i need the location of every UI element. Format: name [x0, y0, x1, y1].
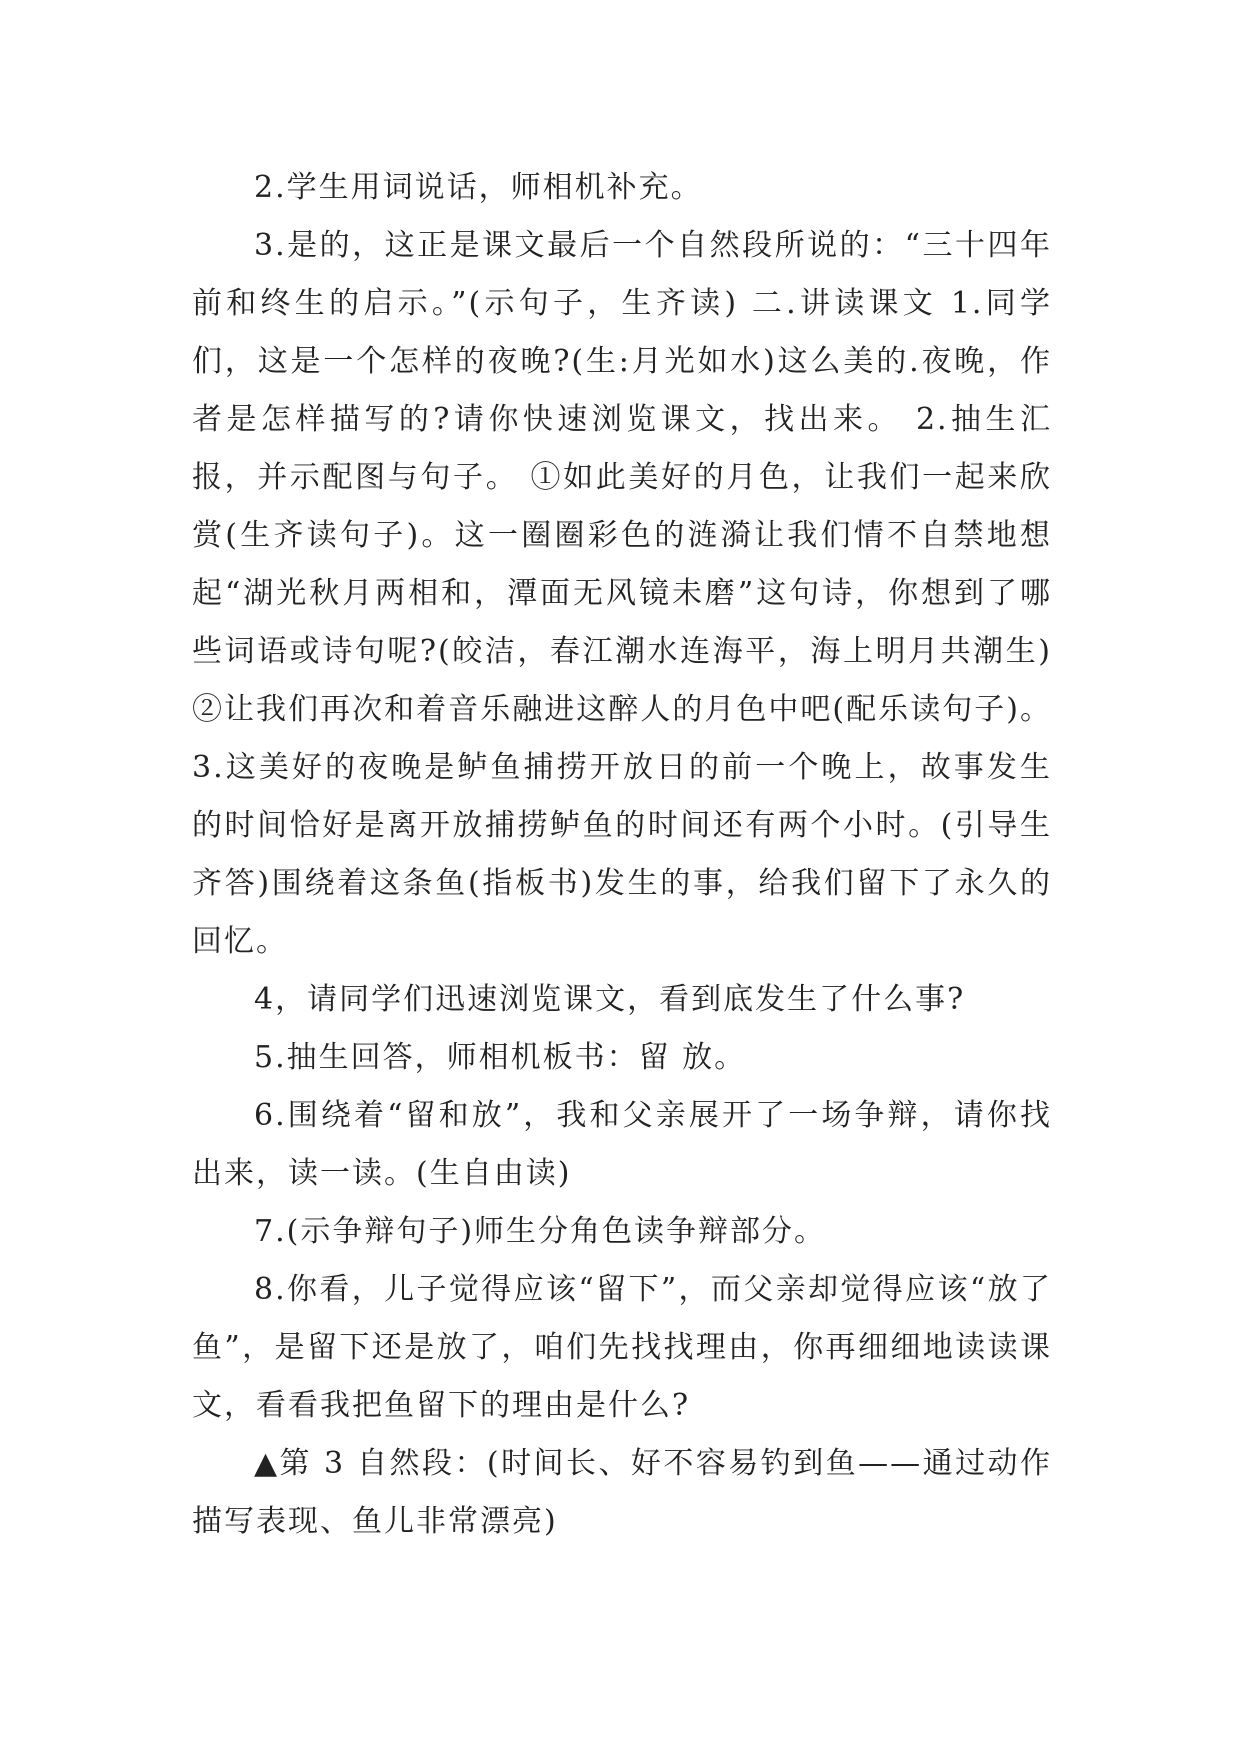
paragraph-8: 8.你看，儿子觉得应该“留下”，而父亲却觉得应该“放了鱼”，是留下还是放了，咱们先找找理由，你再细细地读读课文，看看我把鱼留下的理由是什么? [192, 1272, 1052, 1423]
paragraph-section-3: ▲第 3 自然段：(时间长、好不容易钓到鱼——通过动作描写表现、鱼儿非常漂亮) [192, 1446, 1052, 1539]
paragraph-3: 3.是的，这正是课文最后一个自然段所说的：“三十四年前和终生的启示。”(示句子，生齐读) 二.讲读课文 1.同学们，这是一个怎样的夜晚?(生:月光如水)这么美的.夜晚，作者是怎样描写的?请你快速浏览课文，找出来。 2.抽生汇报，并示配图与句子。 ①如此美好的月色，让我们一起来欣赏(生齐读句子)。这一圈圈彩色的涟漪让我们情不自禁地想起“湖光秋月两相和，潭面无风镜未磨”这句诗，你想到了哪些词语或诗句呢?(皎洁，春江潮水连海平，海上明月共潮生) ②让我们再次和着音乐融进这醉人的月色中吧(配乐读句子)。3.这美好的夜晚是鲈鱼捕捞开放日的前一个晚上，故事发生的时间恰好是离开放捕捞鲈鱼的时间还有两个小时。(引导生齐答)围绕着这条鱼(指板书)发生的事，给我们留下了永久的回忆。 [192, 228, 1052, 959]
paragraph-4: 4，请同学们迅速浏览课文，看到底发生了什么事? [254, 982, 966, 1017]
paragraph-6: 6.围绕着“留和放”，我和父亲展开了一场争辩，请你找出来，读一读。(生自由读) [192, 1098, 1052, 1191]
paragraph-2: 2.学生用词说话，师相机补充。 [254, 170, 703, 205]
paragraph-7: 7.(示争辩句子)师生分角色读争辩部分。 [254, 1214, 827, 1249]
document-body [192, 159, 1052, 1551]
paragraph-5: 5.抽生回答，师相机板书：留 放。 [254, 1040, 747, 1075]
